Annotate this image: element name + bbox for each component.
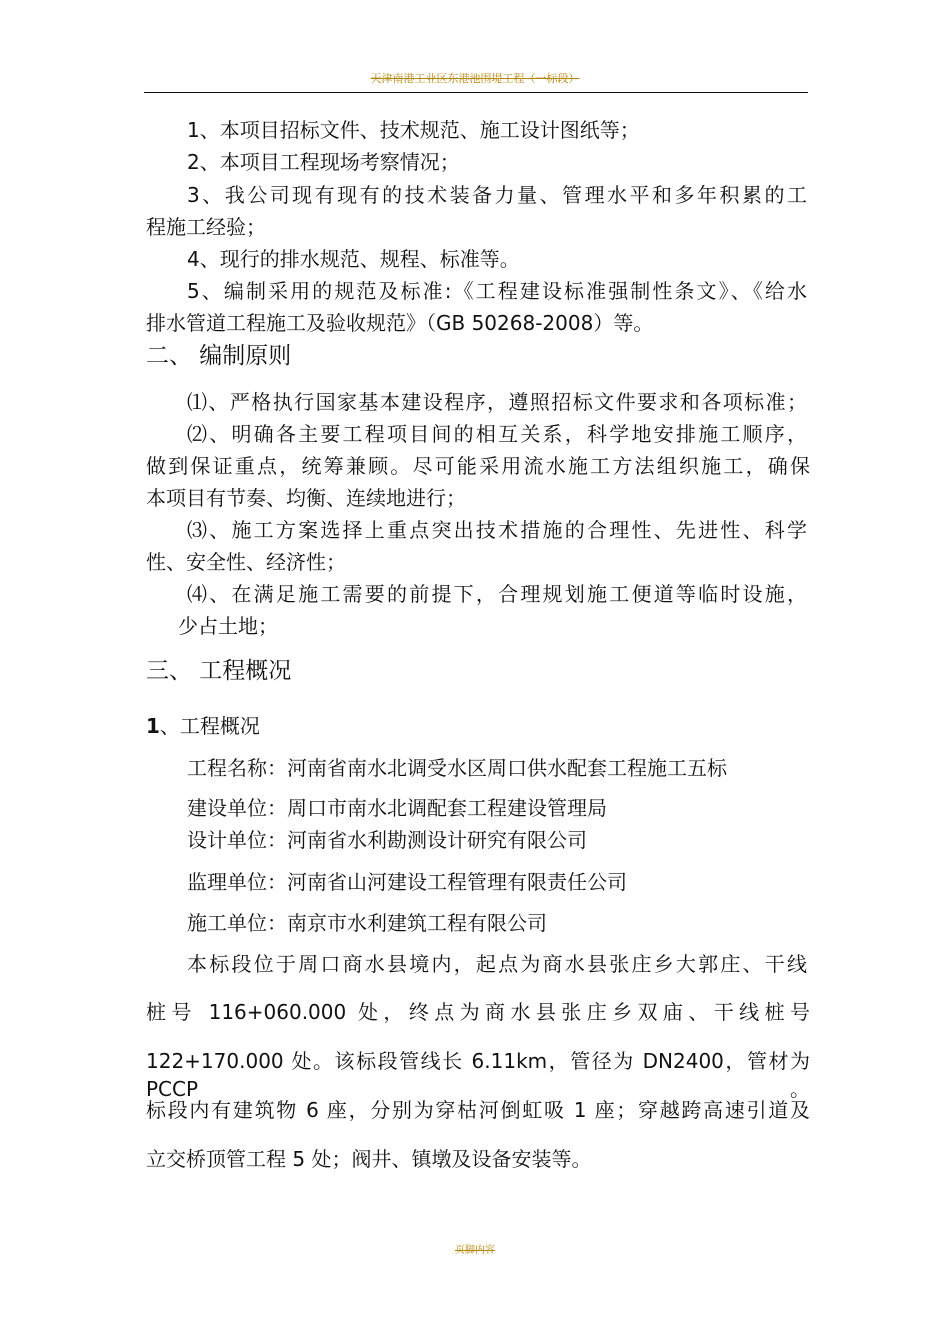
description-line-3: 122+170.000 处。该标段管线长 6.11km，管径为 DN2400，管材为 PCCP。: [146, 1049, 810, 1101]
principle-2: ⑵、明确各主要工程项目间的相互关系，科学地安排施工顺序，: [187, 422, 807, 446]
basis-item-5: 5、编制采用的规范及标准:《工程建设标准强制性条文》、《给水: [187, 279, 807, 303]
principle-3: ⑶、施工方案选择上重点突出技术措施的合理性、先进性、科学: [187, 518, 807, 542]
supervision-unit: 监理单位：河南省山河建设工程管理有限责任公司: [187, 870, 627, 894]
subsection-title: 、工程概况: [159, 714, 260, 738]
description-line-5: 立交桥顶管工程 5 处；阀井、镇墩及设备安装等。: [146, 1147, 592, 1171]
principle-3-cont: 性、安全性、经济性；: [146, 550, 346, 574]
header-title: 天津南港工业区东港池围堤工程（一标段）: [370, 72, 580, 85]
project-name: 工程名称：河南省南水北调受水区周口供水配套工程施工五标: [187, 756, 727, 780]
design-unit: 设计单位：河南省水利勘测设计研究有限公司: [187, 828, 587, 852]
section-heading-principles: 二、 编制原则: [146, 343, 292, 369]
description-line-4: 标段内有建筑物 6 座，分别为穿枯河倒虹吸 1 座；穿越跨高速引道及: [146, 1098, 810, 1122]
description-line-1: 本标段位于周口商水县境内，起点为商水县张庄乡大郭庄、干线: [187, 952, 807, 976]
page-footer: 页脚内容: [455, 1245, 495, 1256]
subsection-number: 1: [146, 714, 160, 738]
basis-item-1: 1、本项目招标文件、技术规范、施工设计图纸等；: [187, 118, 640, 142]
section-heading-overview: 三、 工程概况: [146, 658, 292, 684]
subsection-heading-overview: [146, 712, 810, 740]
basis-item-3-cont: 程施工经验；: [146, 215, 266, 239]
principle-2-cont: 做到保证重点，统筹兼顾。尽可能采用流水施工方法组织施工，确保: [146, 454, 810, 478]
basis-item-5-cont: 排水管道工程施工及验收规范》（GB 50268-2008）等。: [146, 311, 654, 335]
principle-4-cont: 少占土地；: [178, 614, 278, 638]
basis-item-3: 3、我公司现有现有的技术装备力量、管理水平和多年积累的工: [187, 183, 807, 207]
principle-1: ⑴、严格执行国家基本建设程序，遵照招标文件要求和各项标准；: [187, 390, 807, 414]
basis-item-4: 4、现行的排水规范、规程、标准等。: [187, 247, 520, 271]
header-divider: [144, 92, 808, 93]
basis-item-2: 2、本项目工程现场考察情况；: [187, 150, 460, 174]
contractor-unit: 施工单位：南京市水利建筑工程有限公司: [187, 911, 547, 935]
description-line-2: 桩号 116+060.000 处，终点为商水县张庄乡双庙、干线桩号: [146, 1000, 810, 1024]
principle-4: ⑷、在满足施工需要的前提下，合理规划施工便道等临时设施，: [187, 582, 807, 606]
construction-owner: 建设单位：周口市南水北调配套工程建设管理局: [187, 796, 607, 820]
principle-2-end: 本项目有节奏、均衡、连续地进行；: [146, 486, 466, 510]
